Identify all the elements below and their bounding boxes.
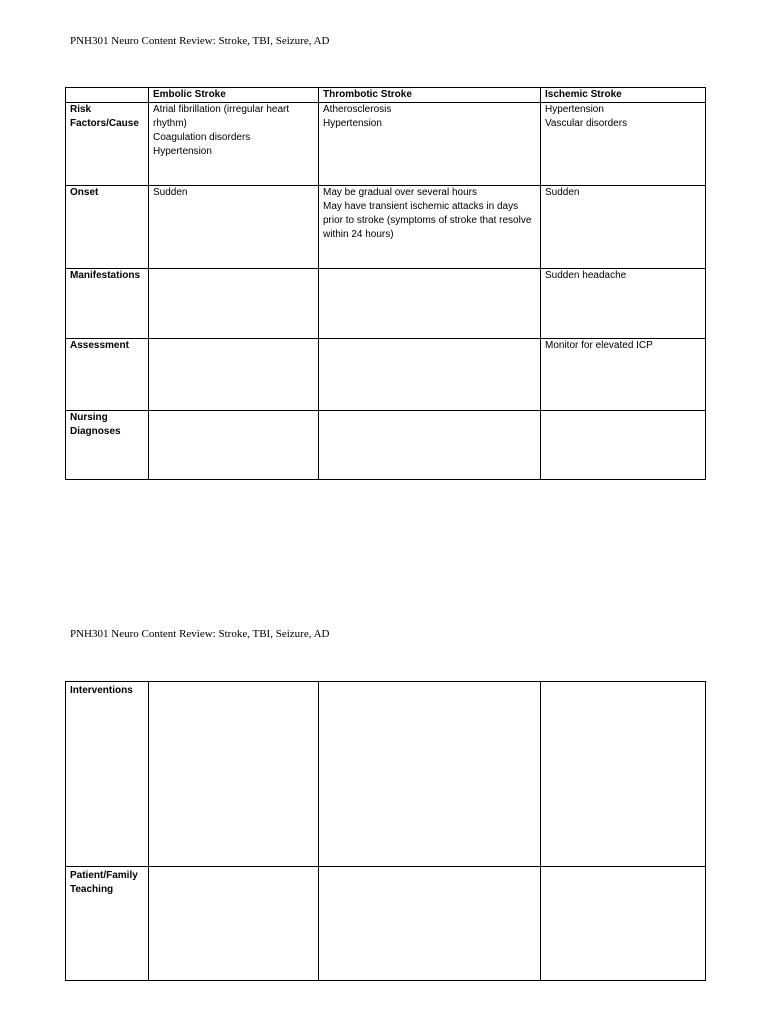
stroke-comparison-table	[65, 87, 706, 480]
cell-embolic-interventions	[149, 682, 319, 867]
table-header-row	[66, 88, 706, 103]
column-header-embolic: Embolic Stroke	[149, 88, 319, 103]
cell-text: Hypertension	[545, 104, 604, 115]
cell-text: Hypertension	[153, 146, 212, 157]
cell-ischemic-assessment	[541, 339, 706, 411]
row-label-risk-factors: Risk Factors/Cause	[66, 103, 149, 186]
cell-embolic-manifestations	[149, 269, 319, 339]
row-label-nursing-diagnoses: Nursing Diagnoses	[66, 411, 149, 480]
table-row	[66, 339, 706, 411]
cell-ischemic-onset	[541, 186, 706, 269]
cell-thrombotic-manifestations	[319, 269, 541, 339]
cell-thrombotic-assessment	[319, 339, 541, 411]
cell-thrombotic-nursing-diagnoses	[319, 411, 541, 480]
row-label-interventions: Interventions	[66, 682, 149, 867]
cell-embolic-teaching	[149, 867, 319, 981]
cell-text: Sudden headache	[545, 270, 627, 281]
cell-thrombotic-onset	[319, 186, 541, 269]
column-header-thrombotic: Thrombotic Stroke	[319, 88, 541, 103]
row-label-onset: Onset	[66, 186, 149, 269]
row-label-patient-family-teaching: Patient/Family Teaching	[66, 867, 149, 981]
table-row	[66, 682, 706, 867]
cell-text: Atherosclerosis	[323, 104, 392, 115]
cell-ischemic-teaching	[541, 867, 706, 981]
cell-text: Hypertension	[323, 118, 382, 129]
cell-ischemic-manifestations	[541, 269, 706, 339]
table-row	[66, 186, 706, 269]
row-label-assessment: Assessment	[66, 339, 149, 411]
table-row	[66, 269, 706, 339]
cell-text: Sudden	[153, 187, 188, 198]
cell-text: May have transient ischemic attacks in days prior to stroke (symptoms of stroke that resolve within 24 hours)	[323, 201, 532, 240]
cell-embolic-assessment	[149, 339, 319, 411]
cell-embolic-nursing-diagnoses	[149, 411, 319, 480]
column-header-ischemic: Ischemic Stroke	[541, 88, 706, 103]
column-header-blank	[66, 88, 149, 103]
page-header: PNH301 Neuro Content Review: Stroke, TBI, Seizure, AD	[70, 35, 330, 47]
cell-embolic-risk	[149, 103, 319, 186]
cell-ischemic-risk	[541, 103, 706, 186]
cell-text: May be gradual over several hours	[323, 187, 477, 198]
page-header-2: PNH301 Neuro Content Review: Stroke, TBI, Seizure, AD	[70, 628, 330, 640]
cell-text: Monitor for elevated ICP	[545, 340, 653, 351]
cell-text: Sudden	[545, 187, 580, 198]
cell-text: Atrial fibrillation (irregular heart rhythm)	[153, 104, 290, 129]
cell-text: Vascular disorders	[545, 118, 628, 129]
cell-thrombotic-teaching	[319, 867, 541, 981]
cell-ischemic-nursing-diagnoses	[541, 411, 706, 480]
cell-thrombotic-risk	[319, 103, 541, 186]
table-row	[66, 411, 706, 480]
table-row	[66, 103, 706, 186]
cell-embolic-onset	[149, 186, 319, 269]
cell-thrombotic-interventions	[319, 682, 541, 867]
table-row	[66, 867, 706, 981]
cell-text: Coagulation disorders	[153, 132, 251, 143]
row-label-manifestations: Manifestations	[66, 269, 149, 339]
cell-ischemic-interventions	[541, 682, 706, 867]
stroke-interventions-table	[65, 681, 706, 981]
